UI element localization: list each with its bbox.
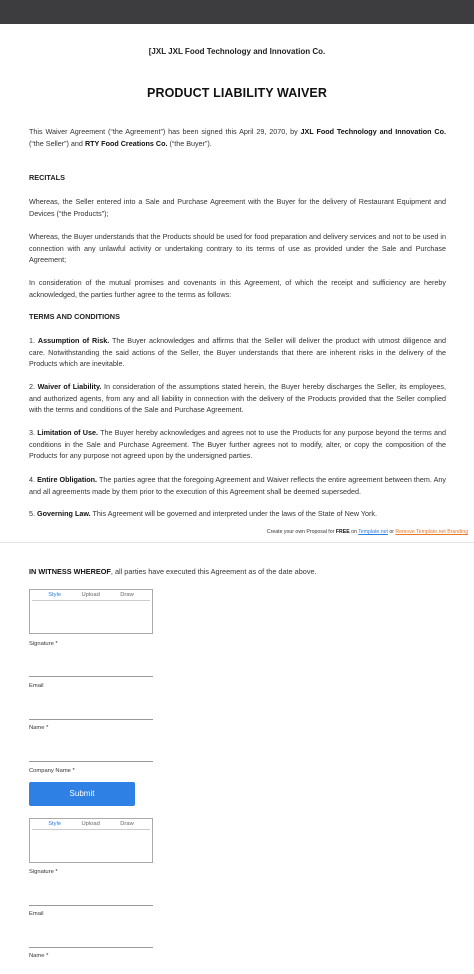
tab-style[interactable]: Style (48, 592, 62, 598)
tab-draw-2[interactable]: Draw (120, 821, 134, 827)
consideration-paragraph: In consideration of the mutual promises and covenants in this Agreement, of which the receipt and sufficiency are hereby acknowledged, the parties further agree to the terms as follows: (29, 278, 446, 299)
email-field[interactable] (29, 719, 153, 720)
email-field-2[interactable] (29, 947, 153, 948)
template-link[interactable]: Template.net (358, 529, 388, 535)
signature-pad-2[interactable] (29, 818, 153, 863)
intro-paragraph: This Waiver Agreement (“the Agreement”) has been signed this April 29, 2070, by JXL Food Technology and Innovation Co. (“the Seller”) and RTY Food Creations Co. (“the Buyer”). (29, 127, 446, 148)
terms-heading: TERMS AND CONDITIONS (29, 312, 120, 321)
term-5: 5. Governing Law. This Agreement will be governed and interpreted under the laws of the State of New York. (29, 509, 377, 518)
seller-name: JXL Food Technology and Innovation Co. (300, 127, 446, 136)
tab-upload-2[interactable]: Upload (81, 821, 100, 827)
term-2: 2. Waiver of Liability. In consideration of the assumptions stated herein, the Buyer hereby discharges the Seller, its employees, and authorized agents, from any and all liability in connection with the delivery of the Products provided that the Seller complied with the terms and conditions of the Sale and Purchase Agreement. (29, 382, 446, 415)
tab-style-2[interactable]: Style (48, 821, 62, 827)
tab-draw[interactable]: Draw (120, 592, 134, 598)
signature-field-2[interactable] (29, 905, 153, 906)
company-name-label: Company Name * (29, 768, 75, 774)
tab-upload[interactable]: Upload (81, 592, 100, 598)
name-label: Name * (29, 725, 49, 731)
signature-tab-divider (32, 600, 150, 601)
remove-branding-link[interactable]: Remove Template.net Branding (395, 529, 468, 535)
term-3: 3. Limitation of Use. The Buyer hereby acknowledges and agrees not to use the Products for any purpose beyond the terms and conditions in the Sale and Purchase Agreement. The Buyer further agrees not to modify, alter, or copy the composition of the Products for any purpose not agreed upon by the undersigned parties. (29, 428, 446, 461)
signature-field[interactable] (29, 676, 153, 677)
buyer-name: RTY Food Creations Co. (84, 138, 168, 148)
submit-button[interactable]: Submit (29, 782, 135, 806)
signature-pad[interactable] (29, 589, 153, 634)
signature-tab-divider-2 (32, 829, 150, 830)
recital-1: Whereas, the Seller entered into a Sale and Purchase Agreement with the Buyer for the delivery of Restaurant Equipment and Devices (“the Products”); (29, 197, 446, 218)
email-label-2: Email (29, 911, 44, 917)
recital-2: Whereas, the Buyer understands that the Products should be used for food preparation and delivery services and not to be used in connection with any unlawful activity or undertaking contrary to its terms of use as provided under the Sale and Purchase Agreement; (29, 232, 446, 265)
email-label: Email (29, 683, 44, 689)
name-field[interactable] (29, 761, 153, 762)
signature-label: Signature * (29, 641, 58, 647)
recitals-heading: RECITALS (29, 173, 65, 182)
term-1: 1. Assumption of Risk. The Buyer acknowledges and affirms that the Seller will deliver the product with utmost diligence and care. Notwithstanding the said actions of the Seller, the Buyer understands that there are inherent risks in the delivery of the Products which are inevitable. (29, 336, 446, 369)
company-name: [JXL JXL Food Technology and Innovation Co. (148, 47, 326, 56)
term-4: 4. Entire Obligation. The parties agree that the foregoing Agreement and Waiver reflects the entire agreement between them. Any and all agreements made by them prior to the execution of this Agreement shall be deemed superseded. (29, 475, 446, 496)
top-bar (0, 0, 474, 24)
section-divider (0, 542, 474, 543)
witness-statement: IN WITNESS WHEREOF, all parties have executed this Agreement as of the date above. (29, 567, 317, 576)
document-title: PRODUCT LIABILITY WAIVER (147, 86, 327, 100)
name-label-2: Name * (29, 953, 49, 959)
template-footer: Create your own Proposal for FREE on Template.net or Remove Template.net Branding (266, 529, 468, 535)
signature-label-2: Signature * (29, 869, 58, 875)
